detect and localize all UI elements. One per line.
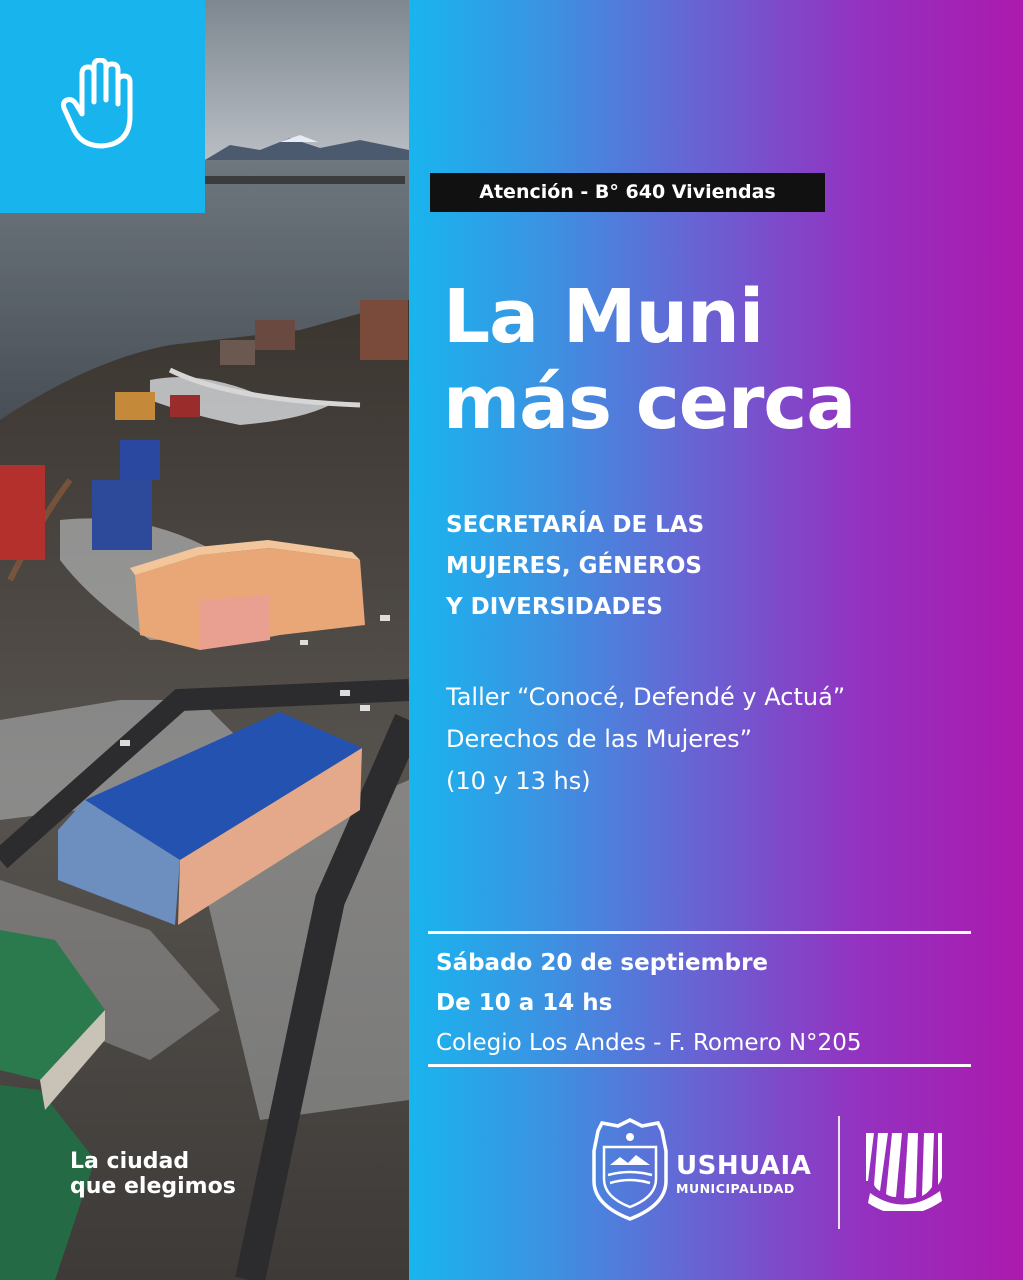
logo-divider — [838, 1116, 840, 1229]
hand-icon-box — [0, 0, 205, 213]
secretariat-heading — [446, 505, 946, 628]
logo-name: USHUAIA — [676, 1151, 812, 1181]
workshop-description — [446, 676, 1006, 802]
raised-hand-icon — [60, 58, 140, 150]
title-line-2: más cerca — [443, 360, 856, 446]
workshop-line-3: (10 y 13 hs) — [446, 767, 591, 795]
logo-subtitle: MUNICIPALIDAD — [676, 1181, 795, 1196]
event-details — [436, 943, 996, 1063]
divider-bottom — [428, 1064, 971, 1067]
location-badge: Atención - B° 640 Viviendas — [430, 173, 825, 212]
event-time: De 10 a 14 hs — [436, 990, 613, 1016]
workshop-line-2: Derechos de las Mujeres” — [446, 725, 753, 753]
u-stripes-icon — [864, 1131, 944, 1211]
event-place: Colegio Los Andes - F. Romero N°205 — [436, 1030, 862, 1056]
tagline-line-1: La ciudad — [70, 1149, 190, 1174]
workshop-line-1: Taller “Conocé, Defendé y Actuá” — [446, 683, 846, 711]
secretariat-line-2: MUJERES, GÉNEROS — [446, 553, 702, 579]
title-line-1: La Muni — [443, 274, 764, 360]
page-title — [443, 274, 1003, 446]
ushuaia-shield-icon — [590, 1117, 670, 1222]
event-date: Sábado 20 de septiembre — [436, 950, 769, 976]
secretariat-line-1: SECRETARÍA DE LAS — [446, 512, 705, 538]
secretariat-line-3: Y DIVERSIDADES — [446, 594, 663, 620]
city-tagline — [70, 1149, 236, 1199]
tagline-line-2: que elegimos — [70, 1174, 236, 1199]
divider-top — [428, 931, 971, 934]
